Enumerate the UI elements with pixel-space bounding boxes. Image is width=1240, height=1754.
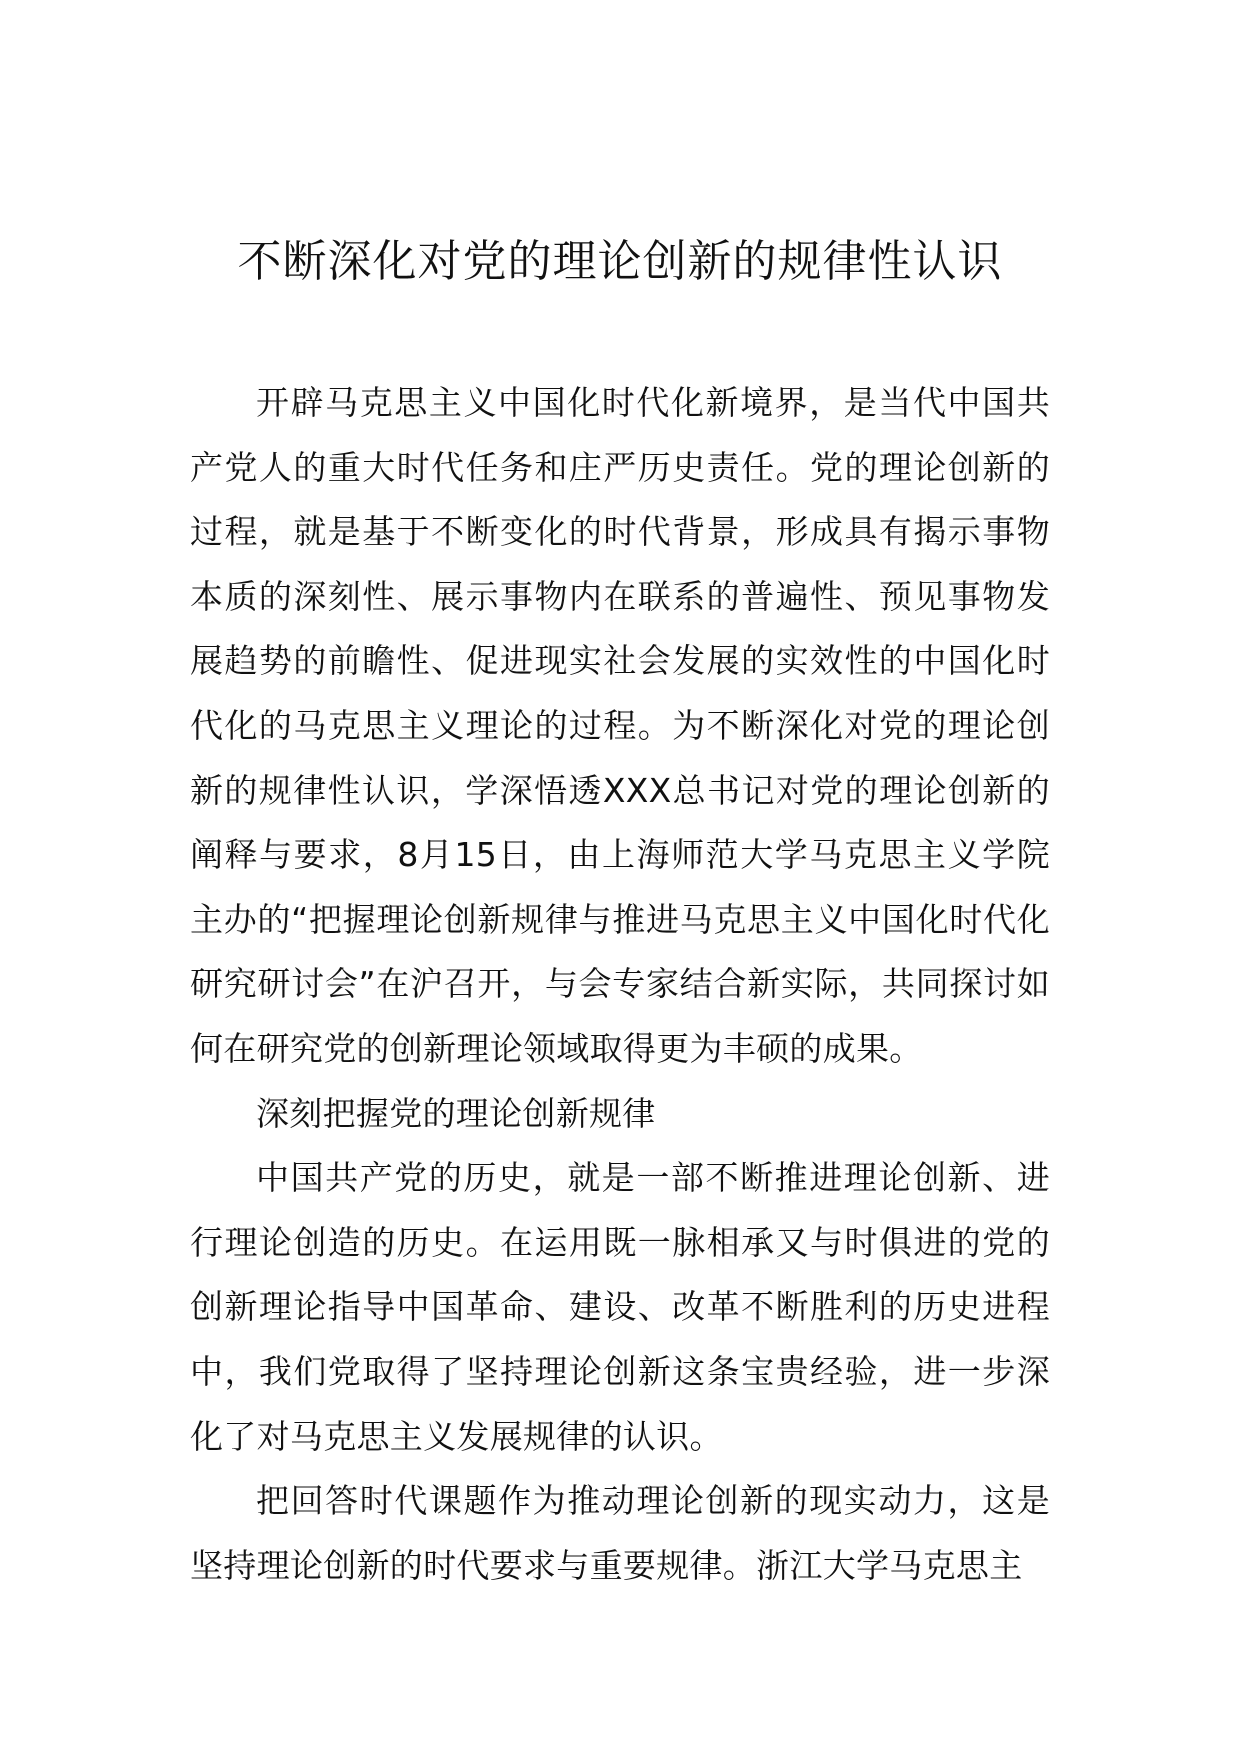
paragraph-intro: 开辟马克思主义中国化时代化新境界，是当代中国共产党人的重大时代任务和庄严历史责任。党的理论创新的过程，就是基于不断变化的时代背景，形成具有揭示事物本质的深刻性、展示事物内在联系的普遍性、预见事物发展趋势的前瞻性、促进现实社会发展的实效性的中国化时代化的马克思主义理论的过程。为不断深化对党的理论创新的规律性认识，学深悟透XXX总书记对党的理论创新的阐释与要求，8月15日，由上海师范大学马克思主义学院主办的“把握理论创新规律与推进马克思主义中国化时代化研究研讨会”在沪召开，与会专家结合新实际，共同探讨如何在研究党的创新理论领域取得更为丰硕的成果。 [190,383,1050,1068]
document-body [190,371,1050,1598]
document-title: 不断深化对党的理论创新的规律性认识 [237,236,1003,287]
paragraph-history: 中国共产党的历史，就是一部不断推进理论创新、进行理论创造的历史。在运用既一脉相承又与时俱进的党的创新理论指导中国革命、建设、改革不断胜利的历史进程中，我们党取得了坚持理论创新这条宝贵经验，进一步深化了对马克思主义发展规律的认识。 [190,1158,1050,1456]
section-heading: 深刻把握党的理论创新规律 [256,1093,656,1133]
paragraph-era-questions: 把回答时代课题作为推动理论创新的现实动力，这是坚持理论创新的时代要求与重要规律。浙江大学马克思主 [190,1481,1050,1585]
